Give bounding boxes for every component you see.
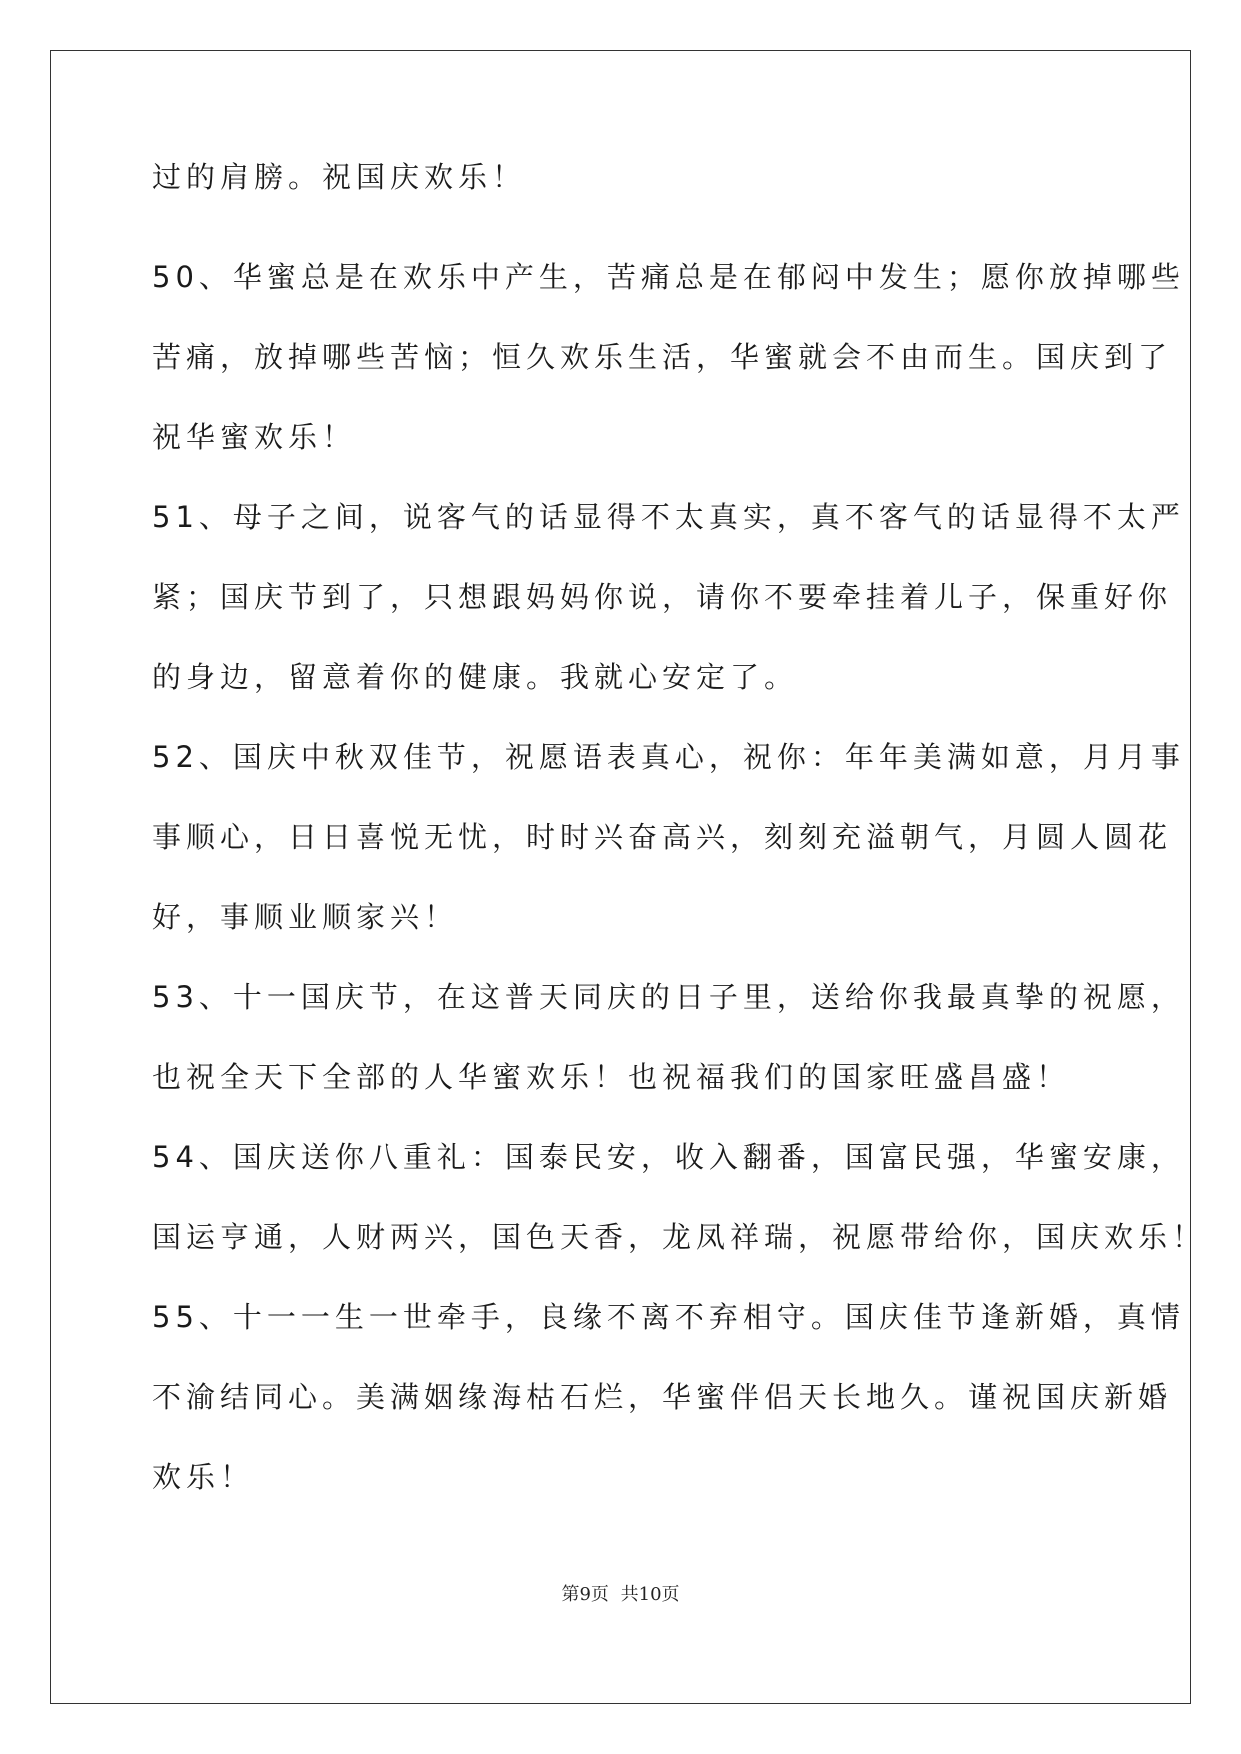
text-line: 52、国庆中秋双佳节，祝愿语表真心，祝你：年年美满如意，月月事 [152,740,1185,774]
text-line: 50、华蜜总是在欢乐中产生，苦痛总是在郁闷中发生；愿你放掉哪些 [152,260,1185,294]
text-line: 55、十一一生一世牵手，良缘不离不弃相守。国庆佳节逢新婚，真情 [152,1300,1185,1334]
text-line: 不渝结同心。美满姻缘海枯石烂，华蜜伴侣天长地久。谨祝国庆新婚 [152,1380,1173,1414]
text-line: 好，事顺业顺家兴！ [152,900,459,934]
text-line: 51、母子之间，说客气的话显得不太真实，真不客气的话显得不太严 [152,500,1185,534]
text-line: 也祝全天下全部的人华蜜欢乐！也祝福我们的国家旺盛昌盛！ [152,1060,1071,1094]
text-line: 苦痛，放掉哪些苦恼；恒久欢乐生活，华蜜就会不由而生。国庆到了 [152,340,1173,374]
text-line: 54、国庆送你八重礼：国泰民安，收入翻番，国富民强，华蜜安康， [152,1140,1185,1174]
text-line: 祝华蜜欢乐！ [152,420,357,454]
text-line: 事顺心，日日喜悦无忧，时时兴奋高兴，刻刻充溢朝气，月圆人圆花 [152,820,1173,854]
text-line: 的身边，留意着你的健康。我就心安定了。 [152,660,799,694]
text-line: 紧；国庆节到了，只想跟妈妈你说，请你不要牵挂着儿子，保重好你 [152,580,1173,614]
text-line: 53、十一国庆节，在这普天同庆的日子里，送给你我最真挚的祝愿， [152,980,1185,1014]
text-line: 国运亨通，人财两兴，国色天香，龙凤祥瑞，祝愿带给你，国庆欢乐！ [152,1220,1207,1254]
page-number-footer: 第9页 共10页 [561,1584,680,1605]
text-line: 欢乐！ [152,1460,255,1494]
text-line: 过的肩膀。祝国庆欢乐！ [152,160,527,194]
document-body [152,157,1207,1517]
